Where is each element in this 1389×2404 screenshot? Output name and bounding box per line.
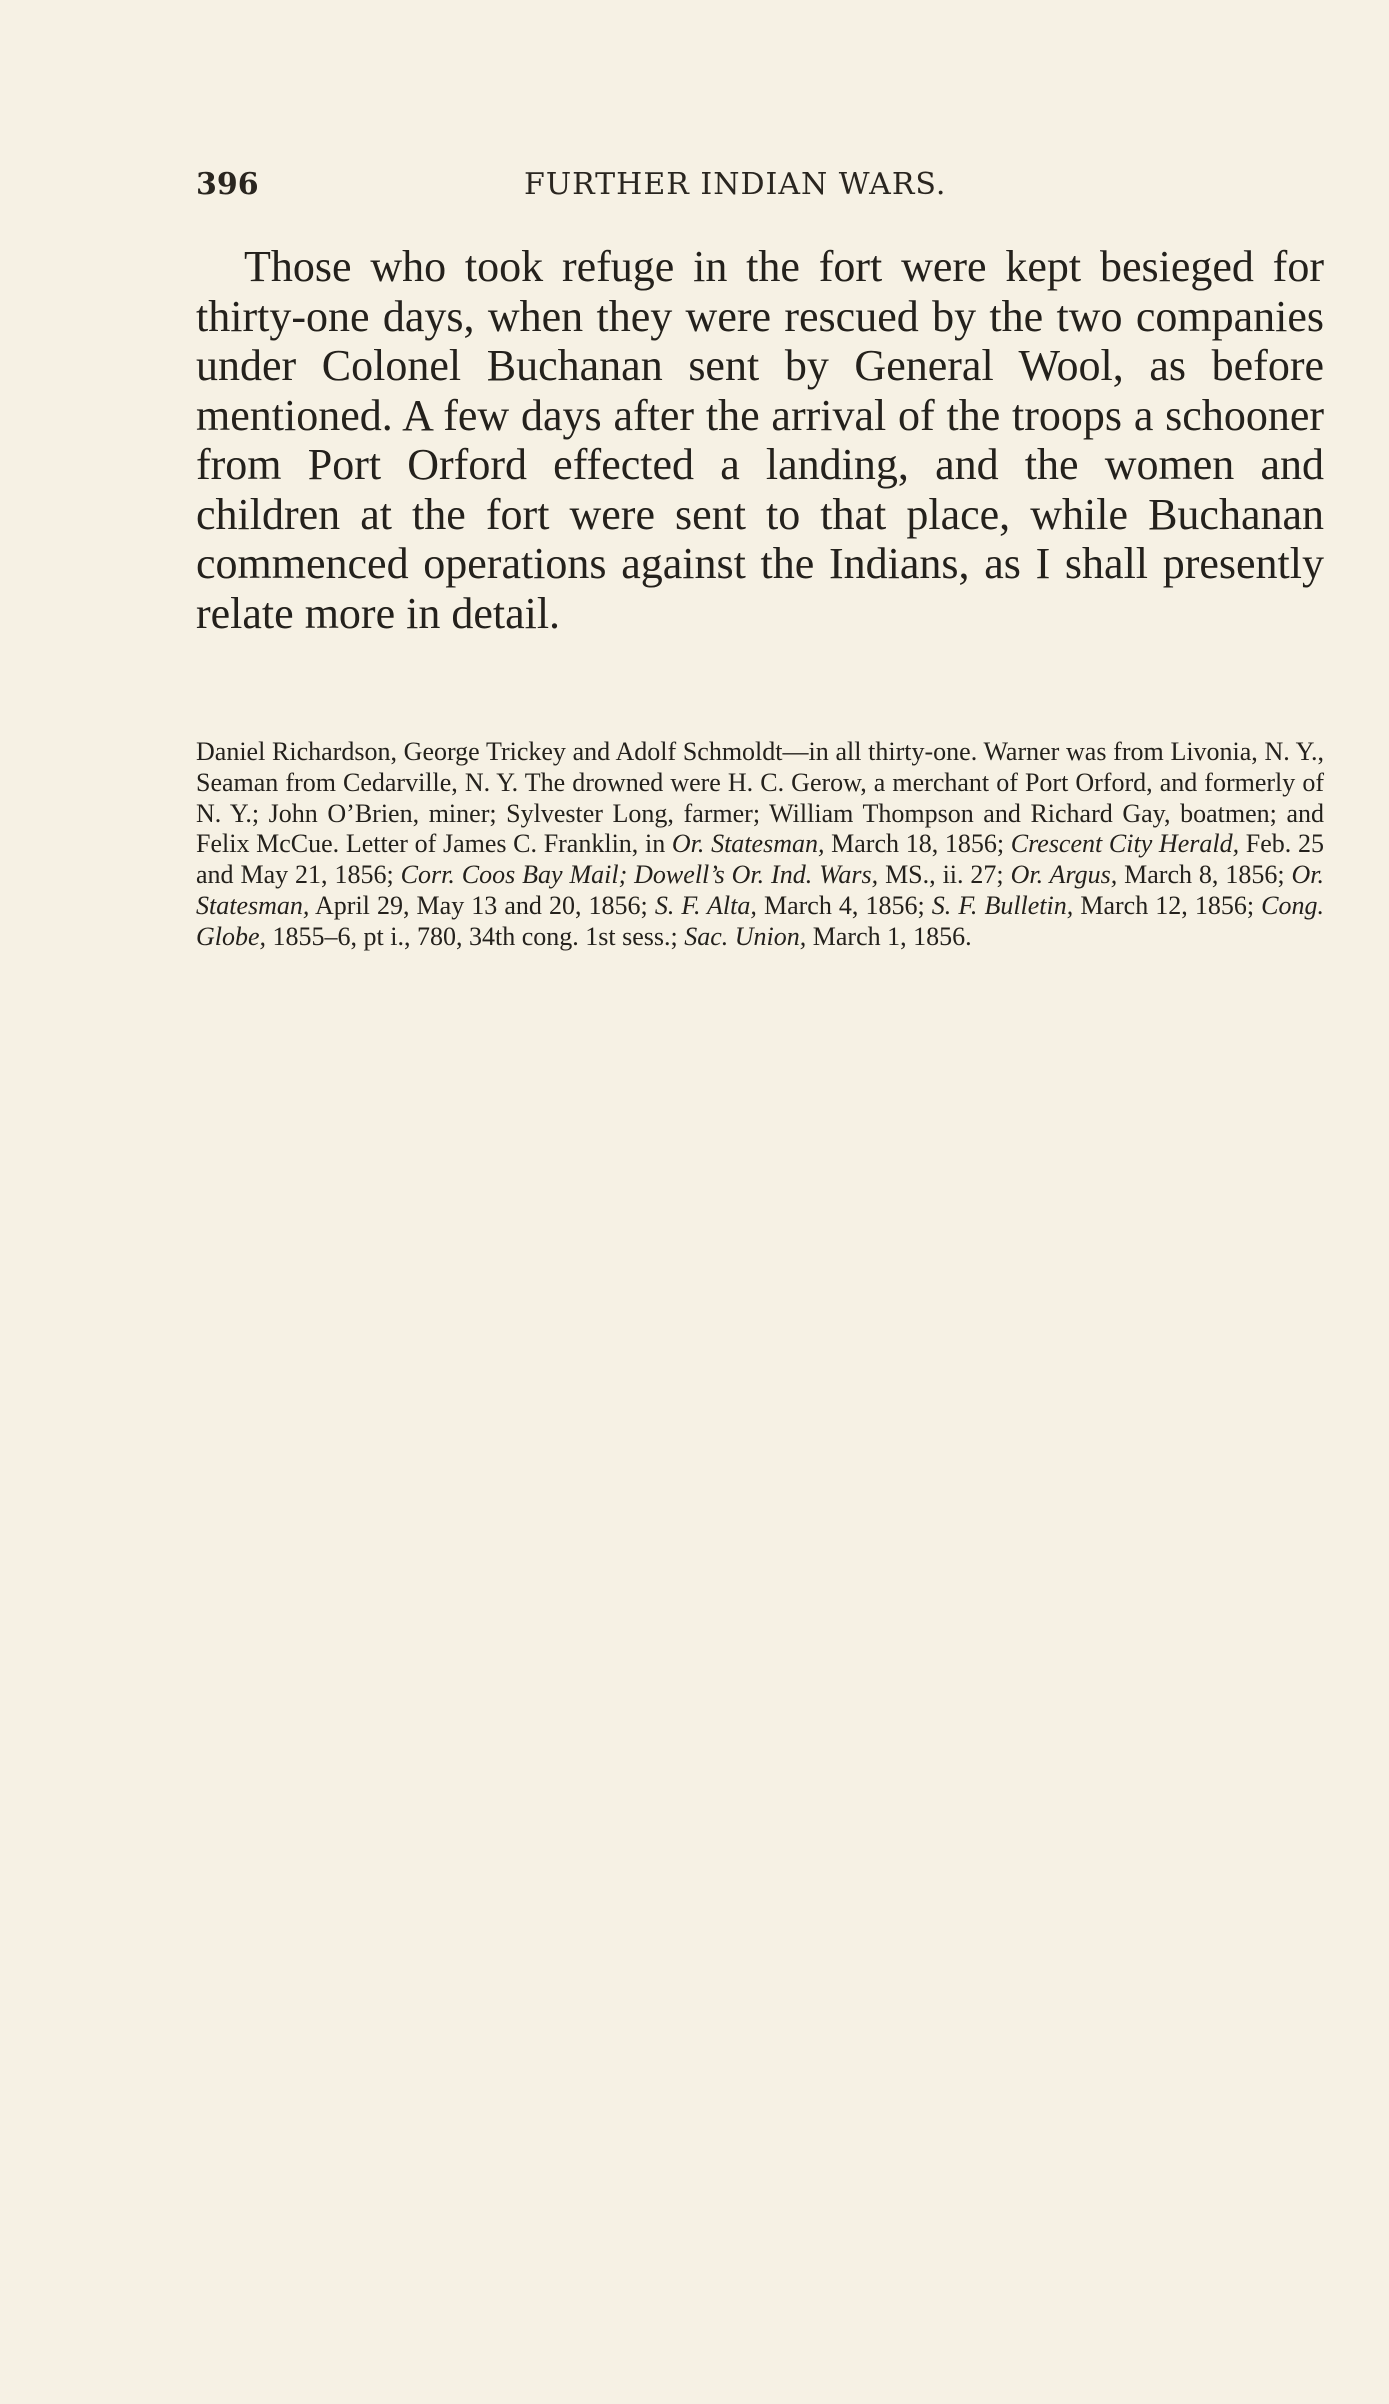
footnote-text: MS., ii. 27; (878, 860, 1011, 890)
citation-title: Or. Statesman, (671, 829, 825, 859)
footnote-text: March 18, 1856; (824, 829, 1011, 859)
footnote-text: March 8, 1856; (1117, 860, 1292, 890)
citation-title: Or. Argus, (1010, 860, 1118, 890)
footnote-text: April 29, May 13 and 20, 1856; (309, 890, 655, 920)
citation-title: Crescent City Herald, (1010, 829, 1240, 859)
footnote-text: 1855–6, pt i., 780, 34th cong. 1st sess.; (266, 921, 685, 951)
running-head: FURTHER INDIAN WARS. (524, 167, 947, 202)
main-paragraph: Those who took refuge in the fort were kept besieged for thirty-one days, when they were rescued by the two companies under Colonel Buchanan sent by General Wool, as before mentioned. A few days after the arrival of the troops a schooner from Port Orford effected a landing, and the women and children at the fort were sent to that place, while Buchanan commenced operations against the Indians, as I shall presently relate more in detail. (196, 242, 1324, 638)
page-number: 396 (196, 167, 259, 202)
citation-title: Sac. Union, (684, 921, 807, 951)
citation-title: S. F. Bulletin, (931, 890, 1074, 920)
footnote-text: March 12, 1856; (1073, 890, 1262, 920)
footnote-text: March 1, 1856. (806, 921, 972, 951)
footnote-text: March 4, 1856; (756, 890, 932, 920)
citation-title: Or. Statesman, (196, 860, 1325, 920)
footnote-text: Daniel Richardson, George Trickey and Adolf Schmoldt—in all thirty-one. Warner was from Livonia, N. Y., Seaman from Cedarville, N. Y. The drowned were H. C. Gerow, a merchant of Port Orford, and formerly of N. Y.; John O’Brien, miner; Sylvester Long, farmer; William Thompson and Richard Gay, boatmen; and Felix McCue. Letter of James C. Franklin, in (196, 737, 1324, 859)
citation-title: S. F. Alta, (654, 890, 757, 920)
footnote (196, 737, 1324, 953)
page-header (196, 163, 1326, 207)
citation-title: Corr. Coos Bay Mail; Dowell’s Or. Ind. Wars, (400, 860, 879, 890)
footnote-text: Feb. 25 and May 21, 1856; (196, 829, 1324, 890)
citation-title: Cong. Globe, (196, 890, 1324, 951)
